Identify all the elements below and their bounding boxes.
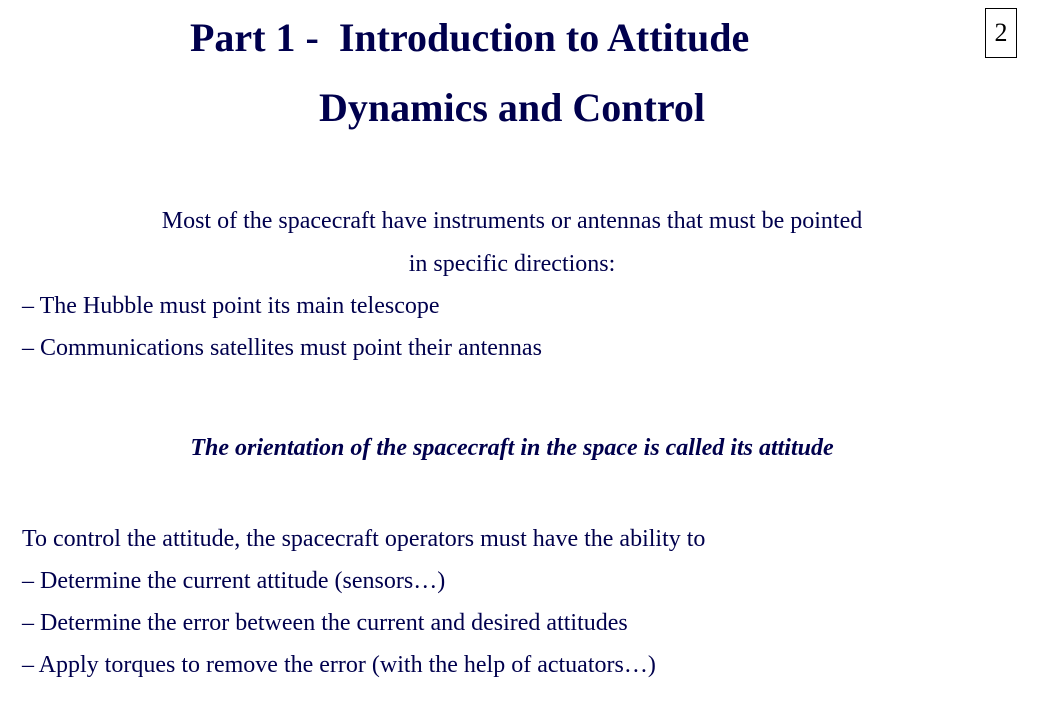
intro-line-1: Most of the spacecraft have instruments or antennas that must be pointed (161, 208, 863, 234)
list-item: – Apply torques to remove the error (with the help of actuators…) (22, 652, 656, 678)
pointing-examples-list (22, 285, 542, 369)
intro-paragraph (0, 200, 1024, 286)
control-steps-list (22, 560, 656, 686)
slide-title-line-2: Dynamics and Control (319, 85, 705, 130)
control-intro-text: To control the attitude, the spacecraft operators must have the ability to (22, 526, 706, 552)
intro-line-2: in specific directions: (408, 251, 616, 277)
list-item: – The Hubble must point its main telescope (22, 293, 440, 319)
attitude-definition: The orientation of the spacecraft in the space is called its attitude (190, 435, 834, 461)
slide-number: 2 (985, 8, 1017, 58)
list-item: – Determine the current attitude (sensors…) (22, 568, 446, 594)
list-item: – Communications satellites must point their antennas (22, 335, 542, 361)
list-item: – Determine the error between the current and desired attitudes (22, 610, 628, 636)
slide-title-line-1: Part 1 - Introduction to Attitude (190, 15, 750, 60)
